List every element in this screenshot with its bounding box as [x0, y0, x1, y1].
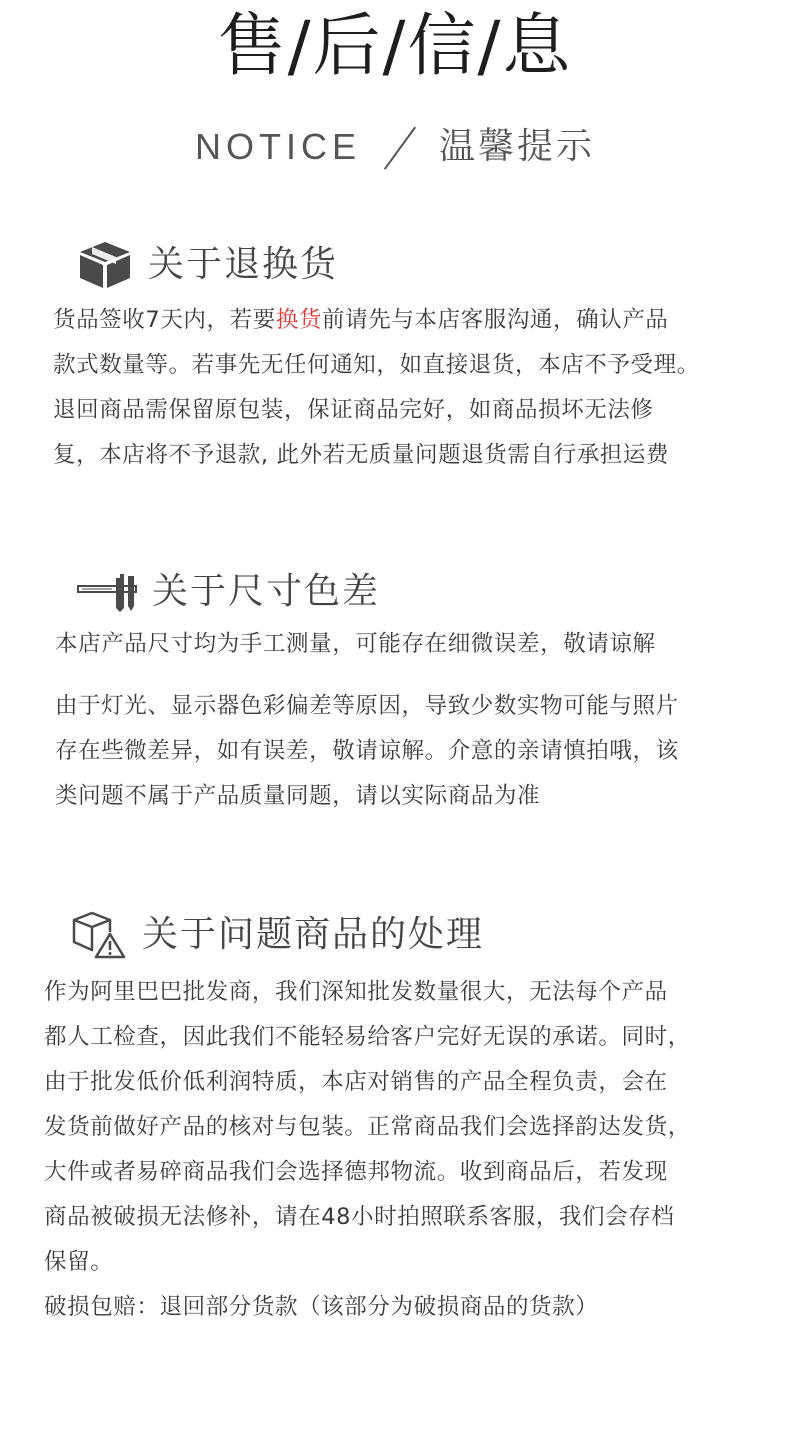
damaged-line-8: 破损包赔：退回部分货款（该部分为破损商品的货款）	[44, 1294, 599, 1320]
section-size-header	[76, 568, 380, 616]
returns-line-3: 退回商品需保留原包装，保证商品完好，如商品损坏无法修	[53, 397, 654, 423]
section-returns-header	[78, 240, 338, 290]
returns-line-4: 复，本店将不予退款, 此外若无质量问题退货需自行承担运费	[53, 442, 670, 468]
returns-line-1	[53, 298, 700, 343]
section-size-title: 关于尺寸色差	[152, 571, 381, 612]
size-p2-line-1: 由于灯光、显示器色彩偏差等原因，导致少数实物可能与照片	[55, 693, 679, 719]
notice-subtitle	[0, 122, 790, 172]
size-p2-line-2: 存在些微差异，如有误差，敬请谅解。介意的亲请慎拍哦，该	[55, 738, 679, 764]
returns-line-1-post: 前请先与本店客服沟通，确认产品	[322, 307, 669, 333]
damaged-line-3: 由于批发低价低利润特质，本店对销售的产品全程负责，会在	[44, 1069, 668, 1095]
page-title: 售/后/信/息	[217, 7, 573, 86]
section-size-text-2	[55, 684, 679, 819]
damaged-line-6: 商品被破损无法修补，请在48小时拍照联系客服，我们会存档	[44, 1204, 675, 1230]
section-size-text-1	[55, 622, 656, 667]
size-p1: 本店产品尺寸均为手工测量，可能存在细微误差，敬请谅解	[55, 631, 656, 657]
damaged-line-4: 发货前做好产品的核对与包装。正常商品我们会选择韵达发货，	[44, 1114, 691, 1140]
section-damaged-text	[44, 970, 691, 1330]
damaged-line-2: 都人工检查，因此我们不能轻易给客户完好无误的承诺。同时，	[44, 1024, 691, 1050]
caliper-icon	[76, 572, 138, 612]
notice-en: NOTICE	[194, 126, 361, 167]
subtitle-divider	[383, 122, 417, 172]
damaged-line-1: 作为阿里巴巴批发商，我们深知批发数量很大，无法每个产品	[44, 979, 668, 1005]
section-returns-text	[53, 298, 700, 478]
section-returns-title: 关于退换货	[148, 244, 339, 285]
returns-line-2: 款式数量等。若事先无任何通知，如直接退货，本店不予受理。	[53, 352, 700, 378]
returns-highlight: 换货	[275, 307, 323, 333]
damaged-line-5: 大件或者易碎商品我们会选择德邦物流。收到商品后，若发现	[44, 1159, 668, 1185]
size-p2-line-3: 类问题不属于产品质量同题，请以实际商品为准	[55, 783, 541, 809]
box-icon	[78, 240, 132, 290]
warning-box-icon	[72, 910, 126, 960]
section-damaged-title: 关于问题商品的处理	[142, 914, 485, 955]
notice-cn: 温馨提示	[439, 126, 596, 167]
damaged-line-7: 保留。	[44, 1249, 114, 1275]
returns-line-1-pre: 货品签收7天内，若要	[53, 307, 276, 333]
section-damaged-header	[72, 910, 484, 960]
